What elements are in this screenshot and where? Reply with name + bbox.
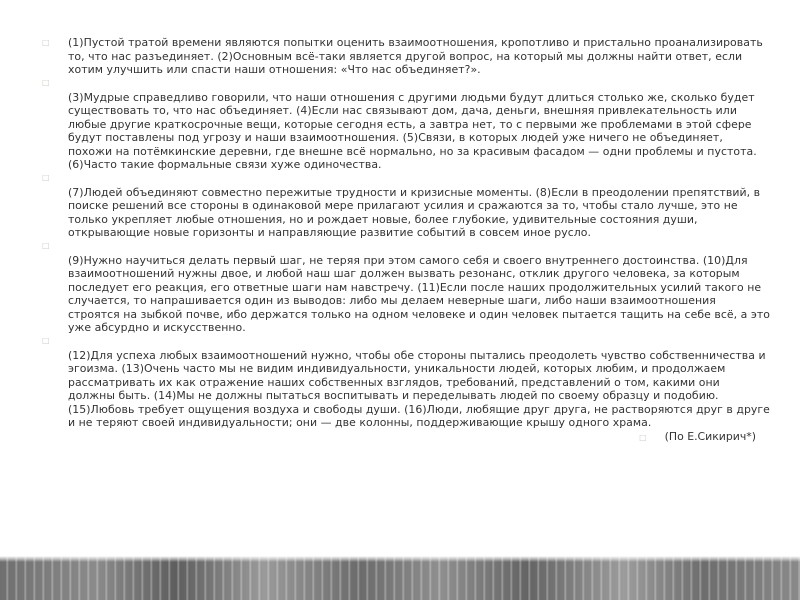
bullet-icon: □ (42, 77, 50, 87)
author-text: (По Е.Сикирич*) (664, 429, 756, 443)
paragraph-1 (42, 36, 770, 77)
paragraph-text: (12)Для успеха любых взаимоотношений нужно, чтобы обе стороны пытались преодолеть чувство собственничества и эгоизма. (13)Очень часто мы не видим индивидуальности, уникальности людей, которых любим, и продолжаем рассматривать их как отражение наших собственных взглядов, требований, представлений о том, какими они должны быть. (14)Мы не должны пытаться воспитывать и переделывать людей по своему образцу и подобию. (15)Любовь требует ощущения воздуха и свободы души. (16)Люди, любящие друг друга, не растворяются друг в друге и не теряют своей индивидуальности; они — две колонны, поддерживающие крышу одного храма. (68, 348, 770, 429)
paragraph-2 (42, 91, 770, 172)
decorative-footer-band (0, 556, 800, 600)
empty-bullet-row (42, 77, 770, 91)
paragraph-5 (42, 349, 770, 430)
empty-bullet-row (42, 240, 770, 254)
paragraph-text: (7)Людей объединяют совместно пережитые трудности и кризисные моменты. (8)Если в преодолении препятствий, в поиске решений все стороны в одинаковой мере прилагают усилия и сражаются за то, чтобы стало лучше, это не только укрепляет любые отношения, но и рождает новые, более глубокие, удивительные состояния души, открывающие новые горизонты и направляющие развитие событий в совсем иное русло. (68, 185, 761, 239)
bullet-icon: □ (42, 335, 50, 345)
empty-bullet-row (42, 335, 770, 349)
paragraph-3 (42, 186, 770, 240)
empty-bullet-row (42, 172, 770, 186)
decorative-footer-fade (0, 556, 800, 562)
bullet-icon: □ (42, 240, 50, 250)
bullet-icon: □ (639, 432, 647, 442)
bullet-icon: □ (42, 172, 50, 182)
author-attribution (42, 430, 770, 445)
bullet-icon: □ (42, 38, 50, 47)
paragraph-4 (42, 254, 770, 335)
slide-text-body (42, 36, 770, 445)
paragraph-text: (3)Мудрые справедливо говорили, что наши отношения с другими людьми будут длиться столько же, сколько будет существовать то, что нас объединяет. (4)Если нас связывают дом, дача, деньги, внешняя привлекательность или любые другие краткосрочные вещи, которые сегодня есть, а завтра нет, то с первыми же проблемами в этой сфере будут поставлены под угрозу и наши взаимоотношения. (5)Связи, в которых людей уже ничего не объединяет, похожи на потёмкинские деревни, где внешне всё нормально, но за красивым фасадом — одни проблемы и пустота. (6)Часто такие формальные связи хуже одиночества. (68, 90, 757, 171)
paragraph-text: (1)Пустой тратой времени являются попытки оценить взаимоотношения, кропотливо и пристально проанализировать то, что нас разъединяет. (2)Основным всё-таки является другой вопрос, на который мы должны найти ответ, если хотим улучшить или спасти наши отношения: «Что нас объединяет?». (68, 36, 763, 76)
paragraph-text: (9)Нужно научиться делать первый шаг, не теряя при этом самого себя и своего внутреннего достоинства. (10)Для взаимоотношений нужны двое, и любой наш шаг должен вызвать резонанс, отклик другого человека, за которым последует его реакция, его ответные шаги нам навстречу. (11)Если после наших продолжительных усилий такого не случается, то напрашивается один из выводов: либо мы делаем неверные шаги, либо наши взаимоотношения строятся на зыбкой почве, ибо держатся только на одном человеке и один человек пытается тащить на себе всё, а это уже абсурдно и искусственно. (68, 253, 771, 334)
